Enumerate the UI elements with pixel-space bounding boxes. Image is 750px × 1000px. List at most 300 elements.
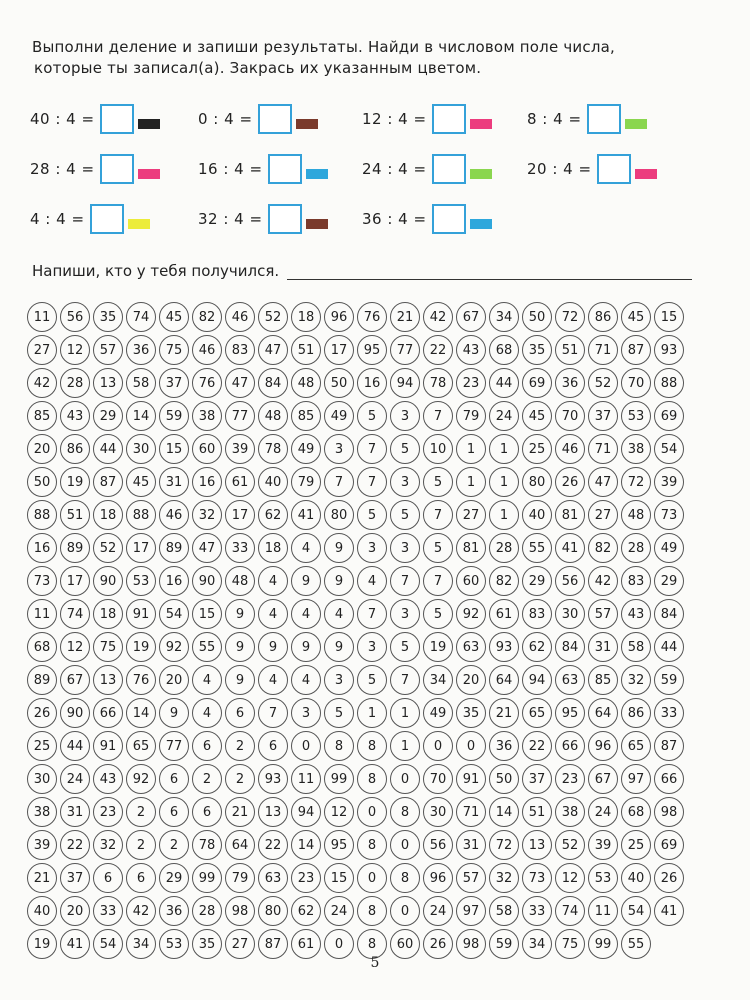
number-cell[interactable]: 53: [126, 566, 156, 596]
number-cell[interactable]: 99: [324, 764, 354, 794]
number-cell[interactable]: 25: [522, 434, 552, 464]
answer-box[interactable]: [100, 154, 134, 184]
number-cell[interactable]: 63: [456, 632, 486, 662]
number-cell[interactable]: 89: [159, 533, 189, 563]
number-cell[interactable]: 5: [390, 500, 420, 530]
number-cell[interactable]: 7: [258, 698, 288, 728]
number-cell[interactable]: 8: [324, 731, 354, 761]
number-cell[interactable]: 63: [258, 863, 288, 893]
number-cell[interactable]: 42: [27, 368, 57, 398]
number-cell[interactable]: 99: [192, 863, 222, 893]
number-cell[interactable]: 74: [126, 302, 156, 332]
number-cell[interactable]: 2: [126, 797, 156, 827]
number-cell[interactable]: 56: [555, 566, 585, 596]
number-cell[interactable]: 3: [357, 632, 387, 662]
number-cell[interactable]: 79: [456, 401, 486, 431]
number-cell[interactable]: 91: [456, 764, 486, 794]
number-cell[interactable]: 65: [522, 698, 552, 728]
number-cell[interactable]: 60: [192, 434, 222, 464]
number-cell[interactable]: 6: [225, 698, 255, 728]
number-cell[interactable]: 17: [60, 566, 90, 596]
number-cell[interactable]: 54: [159, 599, 189, 629]
number-cell[interactable]: 14: [126, 401, 156, 431]
number-cell[interactable]: 76: [126, 665, 156, 695]
number-cell[interactable]: 14: [489, 797, 519, 827]
number-cell[interactable]: 9: [324, 533, 354, 563]
number-cell[interactable]: 94: [390, 368, 420, 398]
number-cell[interactable]: 40: [621, 863, 651, 893]
number-cell[interactable]: 15: [192, 599, 222, 629]
number-cell[interactable]: 87: [93, 467, 123, 497]
number-cell[interactable]: 9: [324, 566, 354, 596]
number-cell[interactable]: 26: [423, 929, 453, 959]
number-cell[interactable]: 99: [588, 929, 618, 959]
number-cell[interactable]: 65: [621, 731, 651, 761]
number-cell[interactable]: 5: [423, 599, 453, 629]
number-cell[interactable]: 41: [291, 500, 321, 530]
number-cell[interactable]: 98: [225, 896, 255, 926]
number-cell[interactable]: 40: [258, 467, 288, 497]
number-cell[interactable]: 50: [489, 764, 519, 794]
number-cell[interactable]: 89: [60, 533, 90, 563]
number-cell[interactable]: 46: [225, 302, 255, 332]
number-cell[interactable]: 69: [654, 830, 684, 860]
number-cell[interactable]: 20: [456, 665, 486, 695]
number-cell[interactable]: 75: [93, 632, 123, 662]
number-cell[interactable]: 64: [489, 665, 519, 695]
number-cell[interactable]: 9: [159, 698, 189, 728]
number-cell[interactable]: 48: [258, 401, 288, 431]
number-cell[interactable]: 96: [588, 731, 618, 761]
number-cell[interactable]: 49: [324, 401, 354, 431]
number-cell[interactable]: 13: [93, 368, 123, 398]
number-cell[interactable]: 87: [621, 335, 651, 365]
number-cell[interactable]: 28: [621, 533, 651, 563]
answer-box[interactable]: [597, 154, 631, 184]
number-cell[interactable]: 7: [357, 599, 387, 629]
number-cell[interactable]: 21: [27, 863, 57, 893]
number-cell[interactable]: 51: [291, 335, 321, 365]
number-cell[interactable]: 3: [390, 533, 420, 563]
number-cell[interactable]: 39: [654, 467, 684, 497]
number-cell[interactable]: 2: [126, 830, 156, 860]
number-cell[interactable]: 12: [324, 797, 354, 827]
number-cell[interactable]: 32: [489, 863, 519, 893]
number-cell[interactable]: 21: [489, 698, 519, 728]
number-cell[interactable]: 82: [588, 533, 618, 563]
number-cell[interactable]: 5: [357, 665, 387, 695]
number-cell[interactable]: 3: [390, 467, 420, 497]
number-cell[interactable]: 5: [324, 698, 354, 728]
number-cell[interactable]: 52: [555, 830, 585, 860]
number-cell[interactable]: 91: [93, 731, 123, 761]
number-cell[interactable]: 8: [357, 896, 387, 926]
number-cell[interactable]: 24: [324, 896, 354, 926]
number-cell[interactable]: 37: [60, 863, 90, 893]
number-cell[interactable]: 55: [522, 533, 552, 563]
number-cell[interactable]: 16: [159, 566, 189, 596]
number-cell[interactable]: 21: [390, 302, 420, 332]
number-cell[interactable]: 73: [654, 500, 684, 530]
number-cell[interactable]: 52: [258, 302, 288, 332]
number-cell[interactable]: 11: [588, 896, 618, 926]
number-cell[interactable]: 89: [27, 665, 57, 695]
number-cell[interactable]: 4: [258, 599, 288, 629]
number-cell[interactable]: 67: [456, 302, 486, 332]
number-cell[interactable]: 36: [489, 731, 519, 761]
number-cell[interactable]: 8: [390, 863, 420, 893]
number-cell[interactable]: 33: [225, 533, 255, 563]
number-cell[interactable]: 33: [522, 896, 552, 926]
number-cell[interactable]: 47: [588, 467, 618, 497]
number-cell[interactable]: 18: [93, 500, 123, 530]
number-cell[interactable]: 19: [27, 929, 57, 959]
number-cell[interactable]: 40: [522, 500, 552, 530]
number-cell[interactable]: 85: [291, 401, 321, 431]
number-cell[interactable]: 29: [654, 566, 684, 596]
number-cell[interactable]: 9: [291, 566, 321, 596]
number-cell[interactable]: 88: [27, 500, 57, 530]
number-cell[interactable]: 19: [60, 467, 90, 497]
number-cell[interactable]: 24: [423, 896, 453, 926]
number-cell[interactable]: 44: [489, 368, 519, 398]
number-cell[interactable]: 30: [27, 764, 57, 794]
number-cell[interactable]: 75: [555, 929, 585, 959]
number-cell[interactable]: 17: [324, 335, 354, 365]
number-cell[interactable]: 6: [258, 731, 288, 761]
number-cell[interactable]: 86: [621, 698, 651, 728]
number-cell[interactable]: 56: [60, 302, 90, 332]
number-cell[interactable]: 36: [126, 335, 156, 365]
number-cell[interactable]: 5: [423, 467, 453, 497]
number-cell[interactable]: 93: [489, 632, 519, 662]
number-cell[interactable]: 44: [60, 731, 90, 761]
number-cell[interactable]: 1: [390, 731, 420, 761]
number-cell[interactable]: 31: [456, 830, 486, 860]
number-cell[interactable]: 83: [522, 599, 552, 629]
number-cell[interactable]: 62: [522, 632, 552, 662]
number-cell[interactable]: 22: [522, 731, 552, 761]
number-cell[interactable]: 30: [423, 797, 453, 827]
number-cell[interactable]: 38: [192, 401, 222, 431]
number-cell[interactable]: 73: [522, 863, 552, 893]
number-cell[interactable]: 23: [555, 764, 585, 794]
number-cell[interactable]: 64: [588, 698, 618, 728]
number-cell[interactable]: 9: [225, 599, 255, 629]
number-cell[interactable]: 60: [390, 929, 420, 959]
number-cell[interactable]: 3: [324, 665, 354, 695]
number-cell[interactable]: 44: [654, 632, 684, 662]
number-cell[interactable]: 7: [357, 467, 387, 497]
number-cell[interactable]: 36: [555, 368, 585, 398]
number-cell[interactable]: 47: [192, 533, 222, 563]
number-cell[interactable]: 20: [60, 896, 90, 926]
number-cell[interactable]: 70: [423, 764, 453, 794]
number-cell[interactable]: 14: [291, 830, 321, 860]
number-cell[interactable]: 39: [588, 830, 618, 860]
number-cell[interactable]: 28: [60, 368, 90, 398]
number-cell[interactable]: 62: [258, 500, 288, 530]
number-cell[interactable]: 90: [192, 566, 222, 596]
number-cell[interactable]: 31: [588, 632, 618, 662]
number-cell[interactable]: 45: [159, 302, 189, 332]
number-cell[interactable]: 79: [291, 467, 321, 497]
number-cell[interactable]: 2: [225, 764, 255, 794]
number-cell[interactable]: 51: [60, 500, 90, 530]
answer-box[interactable]: [268, 204, 302, 234]
number-cell[interactable]: 29: [93, 401, 123, 431]
number-cell[interactable]: 90: [60, 698, 90, 728]
number-cell[interactable]: 35: [522, 335, 552, 365]
number-cell[interactable]: 29: [522, 566, 552, 596]
number-cell[interactable]: 49: [423, 698, 453, 728]
number-cell[interactable]: 23: [93, 797, 123, 827]
number-cell[interactable]: 30: [555, 599, 585, 629]
number-cell[interactable]: 27: [588, 500, 618, 530]
number-cell[interactable]: 48: [621, 500, 651, 530]
number-cell[interactable]: 84: [555, 632, 585, 662]
number-cell[interactable]: 30: [126, 434, 156, 464]
number-cell[interactable]: 1: [456, 467, 486, 497]
number-cell[interactable]: 41: [555, 533, 585, 563]
number-cell[interactable]: 1: [489, 500, 519, 530]
number-cell[interactable]: 13: [93, 665, 123, 695]
number-cell[interactable]: 17: [126, 533, 156, 563]
number-cell[interactable]: 84: [258, 368, 288, 398]
number-cell[interactable]: 81: [456, 533, 486, 563]
number-cell[interactable]: 67: [60, 665, 90, 695]
number-cell[interactable]: 22: [423, 335, 453, 365]
number-cell[interactable]: 58: [126, 368, 156, 398]
number-cell[interactable]: 6: [126, 863, 156, 893]
number-cell[interactable]: 59: [489, 929, 519, 959]
number-cell[interactable]: 0: [291, 731, 321, 761]
number-cell[interactable]: 8: [390, 797, 420, 827]
number-cell[interactable]: 34: [489, 302, 519, 332]
number-cell[interactable]: 7: [324, 467, 354, 497]
number-cell[interactable]: 9: [291, 632, 321, 662]
number-cell[interactable]: 11: [27, 599, 57, 629]
number-cell[interactable]: 51: [522, 797, 552, 827]
number-cell[interactable]: 72: [621, 467, 651, 497]
number-cell[interactable]: 40: [27, 896, 57, 926]
number-cell[interactable]: 5: [357, 500, 387, 530]
number-cell[interactable]: 7: [423, 500, 453, 530]
number-cell[interactable]: 34: [126, 929, 156, 959]
number-cell[interactable]: 78: [423, 368, 453, 398]
number-cell[interactable]: 2: [225, 731, 255, 761]
number-cell[interactable]: 4: [291, 665, 321, 695]
number-cell[interactable]: 54: [654, 434, 684, 464]
number-cell[interactable]: 73: [27, 566, 57, 596]
number-cell[interactable]: 80: [522, 467, 552, 497]
number-cell[interactable]: 35: [192, 929, 222, 959]
number-cell[interactable]: 32: [621, 665, 651, 695]
number-cell[interactable]: 79: [225, 863, 255, 893]
number-cell[interactable]: 4: [192, 698, 222, 728]
number-cell[interactable]: 20: [27, 434, 57, 464]
answer-box[interactable]: [268, 154, 302, 184]
number-cell[interactable]: 46: [192, 335, 222, 365]
number-cell[interactable]: 42: [588, 566, 618, 596]
number-cell[interactable]: 27: [456, 500, 486, 530]
number-cell[interactable]: 94: [291, 797, 321, 827]
number-cell[interactable]: 38: [27, 797, 57, 827]
number-cell[interactable]: 5: [390, 434, 420, 464]
number-cell[interactable]: 82: [192, 302, 222, 332]
number-cell[interactable]: 32: [93, 830, 123, 860]
number-cell[interactable]: 55: [192, 632, 222, 662]
number-cell[interactable]: 29: [159, 863, 189, 893]
number-cell[interactable]: 5: [423, 533, 453, 563]
number-cell[interactable]: 86: [588, 302, 618, 332]
number-cell[interactable]: 11: [291, 764, 321, 794]
number-cell[interactable]: 50: [324, 368, 354, 398]
number-cell[interactable]: 34: [522, 929, 552, 959]
number-cell[interactable]: 72: [555, 302, 585, 332]
answer-box[interactable]: [258, 104, 292, 134]
number-cell[interactable]: 50: [27, 467, 57, 497]
number-cell[interactable]: 9: [258, 632, 288, 662]
number-cell[interactable]: 43: [93, 764, 123, 794]
number-cell[interactable]: 12: [60, 632, 90, 662]
number-cell[interactable]: 7: [423, 566, 453, 596]
number-cell[interactable]: 28: [489, 533, 519, 563]
number-cell[interactable]: 9: [324, 632, 354, 662]
number-cell[interactable]: 6: [192, 731, 222, 761]
number-cell[interactable]: 21: [225, 797, 255, 827]
number-cell[interactable]: 22: [258, 830, 288, 860]
number-cell[interactable]: 95: [357, 335, 387, 365]
number-cell[interactable]: 91: [126, 599, 156, 629]
number-cell[interactable]: 0: [324, 929, 354, 959]
number-cell[interactable]: 22: [60, 830, 90, 860]
number-cell[interactable]: 4: [291, 599, 321, 629]
number-cell[interactable]: 1: [390, 698, 420, 728]
number-cell[interactable]: 41: [654, 896, 684, 926]
number-cell[interactable]: 17: [225, 500, 255, 530]
number-cell[interactable]: 61: [291, 929, 321, 959]
number-cell[interactable]: 12: [60, 335, 90, 365]
number-cell[interactable]: 54: [93, 929, 123, 959]
number-cell[interactable]: 37: [588, 401, 618, 431]
number-cell[interactable]: 49: [291, 434, 321, 464]
number-cell[interactable]: 15: [324, 863, 354, 893]
number-cell[interactable]: 26: [555, 467, 585, 497]
number-cell[interactable]: 74: [555, 896, 585, 926]
number-cell[interactable]: 78: [258, 434, 288, 464]
number-cell[interactable]: 35: [456, 698, 486, 728]
number-cell[interactable]: 10: [423, 434, 453, 464]
number-cell[interactable]: 62: [291, 896, 321, 926]
number-cell[interactable]: 15: [654, 302, 684, 332]
number-cell[interactable]: 3: [291, 698, 321, 728]
number-cell[interactable]: 45: [621, 302, 651, 332]
number-cell[interactable]: 42: [423, 302, 453, 332]
number-cell[interactable]: 1: [489, 467, 519, 497]
number-cell[interactable]: 69: [654, 401, 684, 431]
number-cell[interactable]: 19: [126, 632, 156, 662]
number-cell[interactable]: 47: [258, 335, 288, 365]
number-cell[interactable]: 37: [522, 764, 552, 794]
number-cell[interactable]: 15: [159, 434, 189, 464]
number-cell[interactable]: 69: [522, 368, 552, 398]
number-cell[interactable]: 48: [291, 368, 321, 398]
number-cell[interactable]: 95: [555, 698, 585, 728]
number-cell[interactable]: 27: [27, 335, 57, 365]
number-cell[interactable]: 2: [192, 764, 222, 794]
number-cell[interactable]: 84: [654, 599, 684, 629]
number-cell[interactable]: 8: [357, 929, 387, 959]
number-cell[interactable]: 66: [555, 731, 585, 761]
number-cell[interactable]: 39: [225, 434, 255, 464]
number-cell[interactable]: 8: [357, 764, 387, 794]
answer-box[interactable]: [587, 104, 621, 134]
number-cell[interactable]: 81: [555, 500, 585, 530]
number-cell[interactable]: 16: [27, 533, 57, 563]
number-cell[interactable]: 75: [159, 335, 189, 365]
number-cell[interactable]: 52: [588, 368, 618, 398]
number-cell[interactable]: 41: [60, 929, 90, 959]
number-cell[interactable]: 48: [225, 566, 255, 596]
number-cell[interactable]: 77: [159, 731, 189, 761]
number-cell[interactable]: 78: [192, 830, 222, 860]
number-cell[interactable]: 53: [588, 863, 618, 893]
number-cell[interactable]: 33: [654, 698, 684, 728]
number-cell[interactable]: 38: [621, 434, 651, 464]
number-cell[interactable]: 9: [225, 665, 255, 695]
number-cell[interactable]: 58: [489, 896, 519, 926]
number-cell[interactable]: 92: [126, 764, 156, 794]
number-cell[interactable]: 98: [456, 929, 486, 959]
number-cell[interactable]: 83: [225, 335, 255, 365]
number-cell[interactable]: 87: [258, 929, 288, 959]
number-cell[interactable]: 87: [654, 731, 684, 761]
number-cell[interactable]: 96: [324, 302, 354, 332]
number-cell[interactable]: 53: [159, 929, 189, 959]
number-cell[interactable]: 33: [93, 896, 123, 926]
number-cell[interactable]: 0: [423, 731, 453, 761]
number-cell[interactable]: 82: [489, 566, 519, 596]
number-cell[interactable]: 0: [357, 797, 387, 827]
number-cell[interactable]: 63: [555, 665, 585, 695]
answer-box[interactable]: [432, 204, 466, 234]
answer-line[interactable]: [287, 264, 692, 280]
number-cell[interactable]: 56: [423, 830, 453, 860]
number-cell[interactable]: 70: [555, 401, 585, 431]
number-cell[interactable]: 64: [225, 830, 255, 860]
number-cell[interactable]: 18: [258, 533, 288, 563]
number-cell[interactable]: 7: [390, 665, 420, 695]
number-cell[interactable]: 45: [126, 467, 156, 497]
number-cell[interactable]: 4: [192, 665, 222, 695]
number-cell[interactable]: 32: [192, 500, 222, 530]
number-cell[interactable]: 39: [27, 830, 57, 860]
number-cell[interactable]: 25: [27, 731, 57, 761]
number-cell[interactable]: 1: [357, 698, 387, 728]
number-cell[interactable]: 36: [159, 896, 189, 926]
number-cell[interactable]: 7: [423, 401, 453, 431]
number-cell[interactable]: 44: [93, 434, 123, 464]
number-cell[interactable]: 8: [357, 830, 387, 860]
number-cell[interactable]: 88: [126, 500, 156, 530]
number-cell[interactable]: 24: [489, 401, 519, 431]
number-cell[interactable]: 27: [225, 929, 255, 959]
number-cell[interactable]: 92: [456, 599, 486, 629]
number-cell[interactable]: 9: [225, 632, 255, 662]
number-cell[interactable]: 72: [489, 830, 519, 860]
number-cell[interactable]: 43: [60, 401, 90, 431]
